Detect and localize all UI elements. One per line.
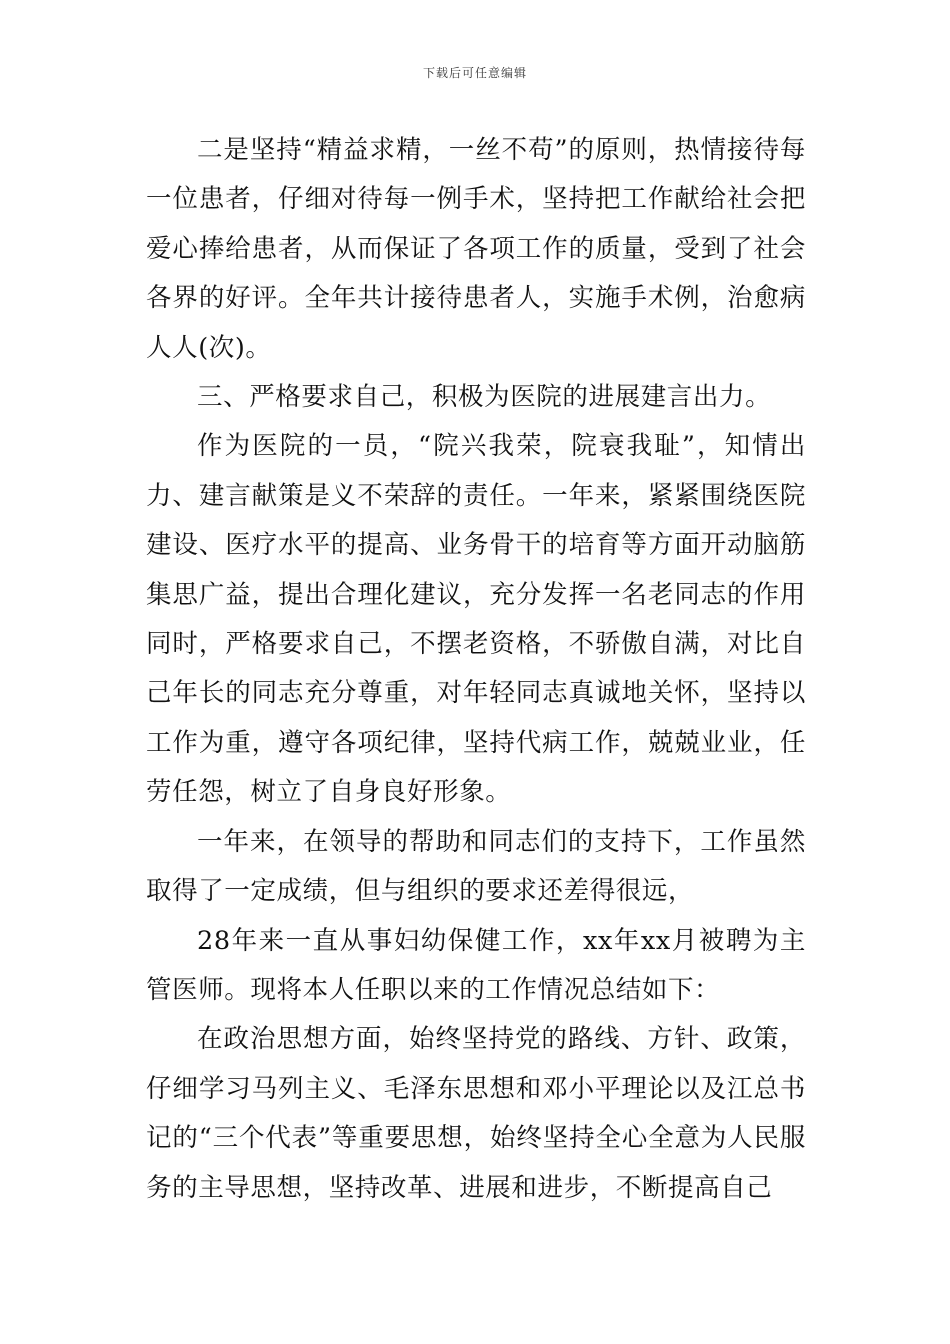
- paragraph-2: 三、严格要求自己，积极为医院的进展建言出力。: [197, 382, 772, 413]
- paragraph-5: 28年来一直从事妇幼保健工作，xx年xx月被聘为主管医师。现将本人任职以来的工作情况总结如下：: [146, 925, 806, 1005]
- document-body: [146, 126, 806, 1213]
- paragraph-1: 二是坚持“精益求精，一丝不苟”的原则，热情接待每一位患者，仔细对待每一例手术，坚持把工作献给社会把爱心捧给患者，从而保证了各项工作的质量，受到了社会各界的好评。全年共计接待患者人，实施手术例，治愈病人人(次)。: [146, 135, 806, 363]
- page-header: 下载后可任意编辑: [422, 66, 527, 80]
- paragraph-6: 在政治思想方面，始终坚持党的路线、方针、政策，仔细学习马列主义、毛泽东思想和邓小平理论以及江总书记的“三个代表”等重要思想，始终坚持全心全意为人民服务的主导思想，坚持改革、进展和进步，不断提高自己: [146, 1024, 806, 1203]
- paragraph-4: 一年来，在领导的帮助和同志们的支持下，工作虽然取得了一定成绩，但与组织的要求还差得很远，: [146, 826, 806, 907]
- paragraph-3: 作为医院的一员，“院兴我荣，院衰我耻”，知情出力、建言献策是义不荣辞的责任。一年来，紧紧围绕医院建设、医疗水平的提高、业务骨干的培育等方面开动脑筋集思广益，提出合理化建议，充分发挥一名老同志的作用同时，严格要求自己，不摆老资格，不骄傲自满，对比自己年长的同志充分尊重，对年轻同志真诚地关怀，坚持以工作为重，遵守各项纪律，坚持代病工作，兢兢业业，任劳任怨，树立了自身良好形象。: [146, 431, 806, 808]
